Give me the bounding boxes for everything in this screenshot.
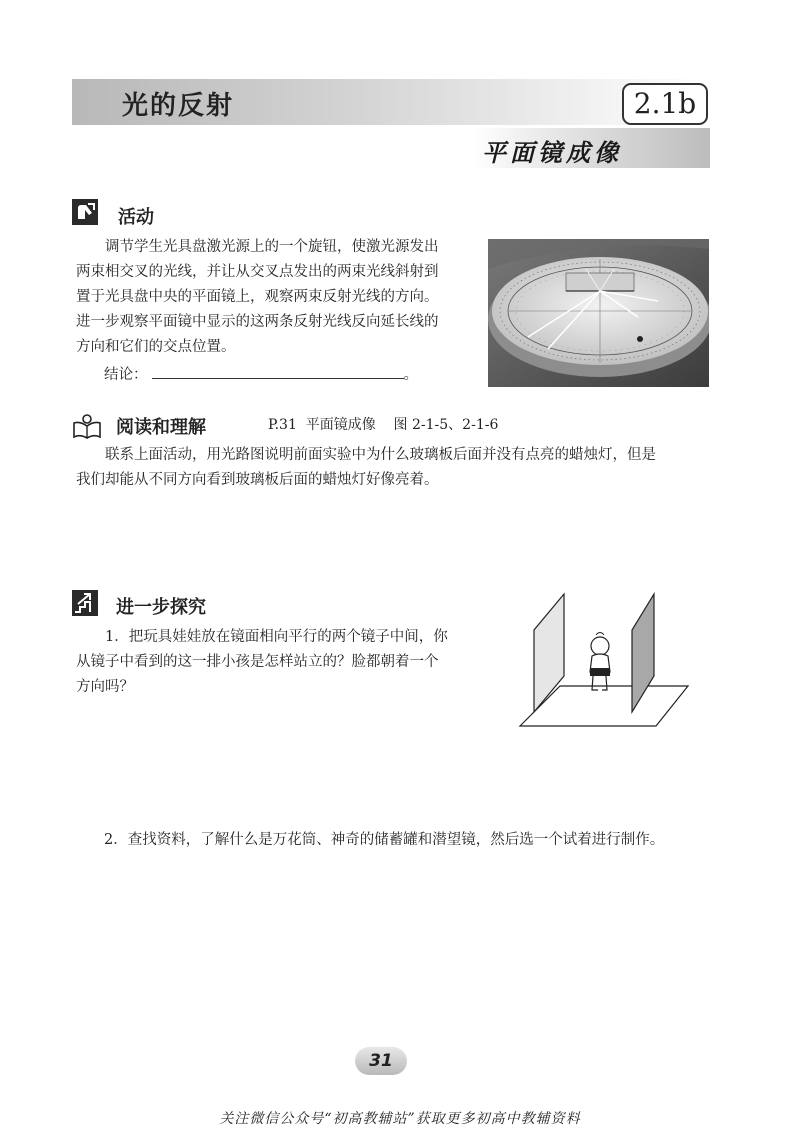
explore-question-2: 2．查找资料，了解什么是万花筒、神奇的储蓄罐和潜望镜，然后选一个试着进行制作。 [104,832,665,848]
reading-title: 阅读和理解 [116,417,206,438]
activity-line: 两束相交叉的光线，并让从交叉点发出的两束光线斜射到 [76,264,439,280]
parallel-mirrors-figure [516,590,692,730]
explore-heading [72,590,98,620]
activity-line: 置于光具盘中央的平面镜上，观察两束反射光线的方向。 [76,289,439,305]
conclusion-answer-line[interactable] [152,364,404,379]
question-line: 1．把玩具娃娃放在镜面相向平行的两个镜子中间，你 [105,629,448,645]
optical-disc-photo [488,239,709,387]
conclusion-end: 。 [403,367,418,383]
conclusion-row [104,363,418,388]
section-title: 平面镜成像 [482,139,622,167]
page-number: 31 [355,1047,407,1075]
activity-line: 进一步观察平面镜中显示的这两条反射光线反向延长线的 [76,314,439,330]
section-number: 2.1b [622,83,708,125]
explore-question-1 [76,625,486,700]
question-line: 方向吗？ [76,679,134,695]
conclusion-label: 结论： [104,367,148,383]
activity-title: 活动 [118,207,154,228]
toy-doll [590,633,610,691]
reading-line: 我们却能从不同方向看到玻璃板后面的蜡烛灯好像亮着。 [76,472,439,488]
activity-text [76,235,486,360]
explore-title: 进一步探究 [116,597,206,618]
question-line: 从镜子中看到的这一排小孩是怎样站立的？脸都朝着一个 [76,654,439,670]
chapter-title: 光的反射 [122,91,235,121]
open-book-icon [72,413,102,439]
activity-heading [72,199,98,229]
footer-note: 关注微信公众号“初高教辅站”获取更多初高中教辅资料 [219,1111,581,1127]
writing-hand-icon [72,199,98,225]
reading-line: 联系上面活动，用光路图说明前面实验中为什么玻璃板后面并没有点亮的蜡烛灯，但是 [105,447,656,463]
stairs-arrow-icon [72,590,98,616]
activity-line: 方向和它们的交点位置。 [76,339,236,355]
reading-text [76,443,716,493]
reading-heading [72,413,102,443]
activity-line: 调节学生光具盘激光源上的一个旋钮，使激光源发出 [105,239,439,255]
reading-reference: P.31 平面镜成像 图 2-1-5、2-1-6 [268,417,499,433]
